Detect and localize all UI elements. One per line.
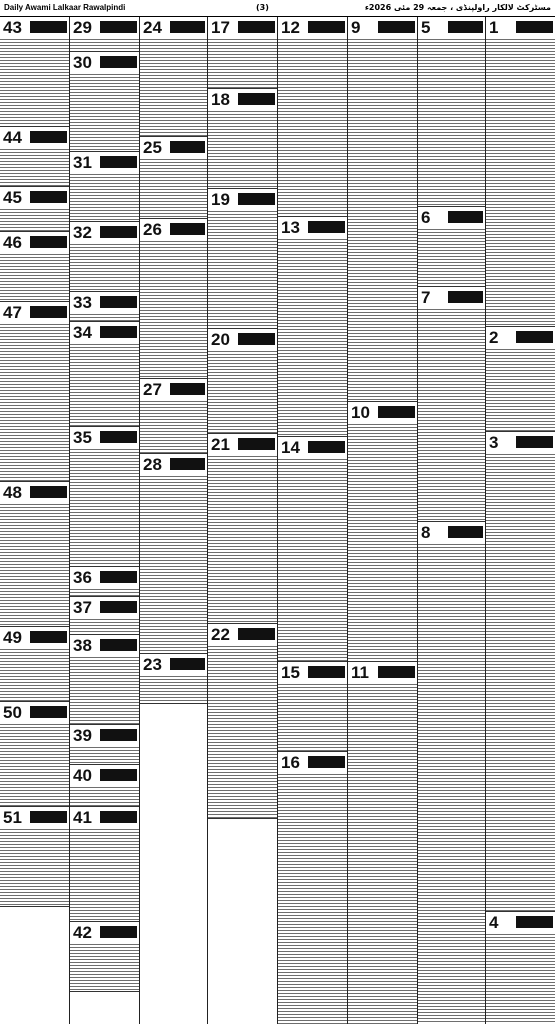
ad-header-bar bbox=[100, 326, 137, 338]
ad-text bbox=[140, 159, 207, 219]
ad-header bbox=[278, 752, 347, 774]
ad-text bbox=[418, 544, 485, 1024]
page-number: (3) bbox=[256, 3, 269, 12]
ad-number: 29 bbox=[73, 18, 92, 37]
ad-header-bar bbox=[100, 571, 137, 583]
ad-number: 14 bbox=[281, 438, 300, 457]
classified-ad bbox=[70, 292, 139, 322]
ad-header bbox=[0, 302, 69, 324]
ad-text bbox=[140, 676, 207, 704]
ad-text bbox=[418, 309, 485, 522]
ad-number: 42 bbox=[73, 923, 92, 942]
classified-ad bbox=[0, 232, 69, 302]
classified-ad bbox=[70, 322, 139, 427]
classified-ad bbox=[70, 427, 139, 567]
ad-header-bar bbox=[516, 21, 553, 33]
ad-number: 8 bbox=[421, 523, 431, 542]
ad-number: 33 bbox=[73, 293, 92, 312]
classified-ad bbox=[0, 807, 69, 907]
ad-text bbox=[208, 456, 277, 624]
ad-text bbox=[486, 349, 555, 432]
classified-ad bbox=[208, 624, 277, 819]
ad-number: 2 bbox=[489, 328, 499, 347]
ad-header bbox=[208, 189, 277, 211]
ad-number: 11 bbox=[351, 663, 369, 682]
ad-number: 1 bbox=[489, 18, 499, 37]
ad-header-bar bbox=[100, 639, 137, 651]
ad-header-bar bbox=[308, 756, 345, 768]
ad-header bbox=[70, 765, 139, 787]
ad-header-bar bbox=[170, 383, 205, 395]
ad-number: 23 bbox=[143, 655, 162, 674]
ad-header bbox=[0, 807, 69, 829]
classified-ad bbox=[0, 702, 69, 807]
ad-header-bar bbox=[30, 236, 67, 248]
ad-text bbox=[0, 39, 69, 127]
ad-header-bar bbox=[378, 21, 415, 33]
classified-ad bbox=[70, 597, 139, 635]
ad-header-bar bbox=[516, 436, 553, 448]
classified-ad bbox=[0, 17, 69, 127]
ad-header bbox=[70, 322, 139, 344]
ad-header bbox=[208, 89, 277, 111]
column-8 bbox=[486, 17, 555, 1024]
ad-number: 38 bbox=[73, 636, 92, 655]
ad-number: 17 bbox=[211, 18, 230, 37]
ad-text bbox=[278, 774, 347, 1024]
ad-header-bar bbox=[30, 486, 67, 498]
ad-number: 27 bbox=[143, 380, 162, 399]
date-line: مسٹرکٹ لالکار راولپنڈی ، جمعہ 29 مئی 2026ء bbox=[364, 3, 551, 12]
classified-ad bbox=[348, 402, 417, 662]
classified-ad bbox=[70, 725, 139, 765]
ad-text bbox=[0, 324, 69, 482]
ad-header-bar bbox=[30, 306, 67, 318]
ad-text bbox=[278, 239, 347, 437]
classified-ad bbox=[70, 52, 139, 152]
ad-header-bar bbox=[170, 458, 205, 470]
ad-header-bar bbox=[308, 441, 345, 453]
ad-header bbox=[70, 222, 139, 244]
ad-text bbox=[348, 424, 417, 662]
ad-text bbox=[0, 149, 69, 187]
ad-header-bar bbox=[448, 291, 483, 303]
ad-header bbox=[140, 379, 207, 401]
ad-header bbox=[348, 402, 417, 424]
classified-ad bbox=[70, 765, 139, 807]
ad-header bbox=[278, 662, 347, 684]
classified-ad bbox=[208, 189, 277, 329]
classified-ad bbox=[486, 17, 555, 327]
column-3 bbox=[140, 17, 208, 1024]
ad-header bbox=[0, 17, 69, 39]
classified-ad bbox=[0, 127, 69, 187]
classified-ad bbox=[486, 912, 555, 1024]
ad-text bbox=[486, 39, 555, 327]
ad-header bbox=[418, 522, 485, 544]
classified-page bbox=[0, 17, 555, 1024]
ad-header-bar bbox=[30, 131, 67, 143]
ad-header-bar bbox=[238, 193, 275, 205]
ad-text bbox=[208, 111, 277, 189]
masthead bbox=[0, 0, 555, 17]
ad-text bbox=[208, 351, 277, 434]
classified-ad bbox=[0, 187, 69, 232]
ad-number: 12 bbox=[281, 18, 300, 37]
ad-text bbox=[70, 449, 139, 567]
ad-header-bar bbox=[170, 21, 205, 33]
ad-header bbox=[0, 482, 69, 504]
ad-number: 20 bbox=[211, 330, 230, 349]
classified-ad bbox=[278, 217, 347, 437]
ad-header bbox=[0, 627, 69, 649]
classified-ad bbox=[418, 287, 485, 522]
ad-number: 46 bbox=[3, 233, 22, 252]
newspaper-name: Daily Awami Lalkaar Rawalpindi bbox=[4, 3, 126, 12]
ad-number: 35 bbox=[73, 428, 92, 447]
ad-text bbox=[140, 39, 207, 137]
ad-header-bar bbox=[238, 628, 275, 640]
ad-text bbox=[278, 684, 347, 752]
ad-header bbox=[348, 17, 417, 39]
ad-text bbox=[70, 944, 139, 992]
ad-text bbox=[70, 314, 139, 322]
ad-header-bar bbox=[238, 438, 275, 450]
ad-number: 30 bbox=[73, 53, 92, 72]
classified-ad bbox=[348, 17, 417, 402]
ad-number: 10 bbox=[351, 403, 370, 422]
ad-header-bar bbox=[100, 431, 137, 443]
ad-text bbox=[348, 684, 417, 1024]
ad-text bbox=[418, 229, 485, 287]
ad-header bbox=[278, 17, 347, 39]
ad-header bbox=[486, 17, 555, 39]
classified-ad bbox=[140, 654, 207, 704]
classified-ad bbox=[140, 454, 207, 654]
ad-number: 43 bbox=[3, 18, 22, 37]
column-1 bbox=[0, 17, 70, 1024]
classified-ad bbox=[278, 437, 347, 662]
ad-text bbox=[0, 829, 69, 907]
ad-number: 5 bbox=[421, 18, 431, 37]
classified-ad bbox=[0, 482, 69, 627]
ad-number: 13 bbox=[281, 218, 300, 237]
ad-number: 40 bbox=[73, 766, 92, 785]
classified-ad bbox=[486, 432, 555, 912]
ad-header bbox=[140, 454, 207, 476]
ad-header bbox=[0, 702, 69, 724]
ad-header-bar bbox=[448, 21, 483, 33]
ad-text bbox=[140, 476, 207, 654]
ad-text bbox=[0, 254, 69, 302]
ad-header bbox=[418, 287, 485, 309]
ad-number: 28 bbox=[143, 455, 162, 474]
ad-header-bar bbox=[100, 296, 137, 308]
ad-number: 16 bbox=[281, 753, 300, 772]
ad-number: 37 bbox=[73, 598, 92, 617]
ad-header-bar bbox=[308, 21, 345, 33]
ad-header-bar bbox=[30, 631, 67, 643]
ad-number: 24 bbox=[143, 18, 162, 37]
ad-header bbox=[70, 152, 139, 174]
ad-header bbox=[486, 432, 555, 454]
ad-text bbox=[486, 454, 555, 912]
ad-header-bar bbox=[308, 221, 345, 233]
ad-header bbox=[486, 327, 555, 349]
ad-header bbox=[140, 219, 207, 241]
ad-header-bar bbox=[170, 141, 205, 153]
ad-header bbox=[70, 427, 139, 449]
ad-header-bar bbox=[30, 706, 67, 718]
ad-header-bar bbox=[516, 916, 553, 928]
classified-ad bbox=[208, 17, 277, 89]
ad-header bbox=[208, 624, 277, 646]
ad-number: 50 bbox=[3, 703, 22, 722]
ad-number: 9 bbox=[351, 18, 361, 37]
ad-header bbox=[70, 635, 139, 657]
classified-ad bbox=[208, 434, 277, 624]
classified-ad bbox=[0, 627, 69, 702]
ad-header bbox=[0, 187, 69, 209]
ad-number: 15 bbox=[281, 663, 300, 682]
ad-header-bar bbox=[448, 211, 483, 223]
classified-ad bbox=[140, 17, 207, 137]
classified-ad bbox=[70, 152, 139, 222]
ad-number: 47 bbox=[3, 303, 22, 322]
classified-ad bbox=[418, 207, 485, 287]
ad-text bbox=[70, 174, 139, 222]
ad-text bbox=[278, 39, 347, 217]
ad-number: 31 bbox=[73, 153, 92, 172]
classified-ad bbox=[70, 807, 139, 922]
ad-text bbox=[70, 344, 139, 427]
classified-ad bbox=[418, 522, 485, 1024]
ad-header bbox=[486, 912, 555, 934]
ad-text bbox=[70, 39, 139, 52]
ad-text bbox=[140, 401, 207, 454]
classified-ad bbox=[70, 17, 139, 52]
ad-header bbox=[70, 567, 139, 589]
ad-number: 36 bbox=[73, 568, 92, 587]
ad-header bbox=[140, 137, 207, 159]
ad-number: 7 bbox=[421, 288, 431, 307]
classified-ad bbox=[0, 302, 69, 482]
ad-header-bar bbox=[378, 666, 415, 678]
ad-header-bar bbox=[30, 21, 67, 33]
column-2 bbox=[70, 17, 140, 1024]
ad-header-bar bbox=[100, 926, 137, 938]
ad-text bbox=[70, 829, 139, 922]
ad-number: 26 bbox=[143, 220, 162, 239]
ad-number: 32 bbox=[73, 223, 92, 242]
ad-header bbox=[278, 437, 347, 459]
ad-number: 48 bbox=[3, 483, 22, 502]
ad-text bbox=[208, 211, 277, 329]
ad-text bbox=[278, 459, 347, 662]
ad-text bbox=[70, 747, 139, 765]
ad-text bbox=[486, 934, 555, 1024]
ad-number: 49 bbox=[3, 628, 22, 647]
ad-header-bar bbox=[100, 769, 137, 781]
ad-text bbox=[418, 39, 485, 207]
classified-ad bbox=[140, 219, 207, 379]
ad-text bbox=[0, 504, 69, 627]
ad-text bbox=[208, 39, 277, 89]
ad-text bbox=[70, 787, 139, 807]
column-5 bbox=[278, 17, 348, 1024]
ad-header-bar bbox=[238, 333, 275, 345]
ad-header-bar bbox=[30, 811, 67, 823]
ad-header-bar bbox=[100, 156, 137, 168]
ad-header bbox=[348, 662, 417, 684]
ad-number: 51 bbox=[3, 808, 22, 827]
ad-header bbox=[278, 217, 347, 239]
classified-ad bbox=[140, 137, 207, 219]
ad-number: 18 bbox=[211, 90, 230, 109]
ad-text bbox=[208, 646, 277, 819]
ad-header-bar bbox=[170, 658, 205, 670]
classified-ad bbox=[208, 89, 277, 189]
ad-number: 41 bbox=[73, 808, 92, 827]
ad-header-bar bbox=[308, 666, 345, 678]
ad-number: 3 bbox=[489, 433, 499, 452]
ad-header bbox=[70, 17, 139, 39]
ad-number: 6 bbox=[421, 208, 431, 227]
ad-header-bar bbox=[516, 331, 553, 343]
ad-header-bar bbox=[100, 811, 137, 823]
column-7 bbox=[418, 17, 486, 1024]
ad-number: 34 bbox=[73, 323, 92, 342]
classified-ad bbox=[70, 635, 139, 725]
classified-ad bbox=[208, 329, 277, 434]
ad-text bbox=[140, 241, 207, 379]
column-6 bbox=[348, 17, 418, 1024]
ad-text bbox=[70, 74, 139, 152]
ad-number: 21 bbox=[211, 435, 230, 454]
ad-header bbox=[140, 17, 207, 39]
ad-header-bar bbox=[30, 191, 67, 203]
classified-ad bbox=[70, 222, 139, 292]
ad-header bbox=[70, 52, 139, 74]
ad-header-bar bbox=[100, 729, 137, 741]
ad-header-bar bbox=[238, 93, 275, 105]
classified-ad bbox=[418, 17, 485, 207]
ad-text bbox=[348, 39, 417, 402]
classified-ad bbox=[70, 922, 139, 992]
ad-text bbox=[0, 724, 69, 807]
ad-number: 19 bbox=[211, 190, 230, 209]
ad-header bbox=[418, 17, 485, 39]
ad-header bbox=[208, 17, 277, 39]
ad-header bbox=[0, 127, 69, 149]
ad-text bbox=[70, 657, 139, 725]
ad-number: 45 bbox=[3, 188, 22, 207]
ad-header bbox=[140, 654, 207, 676]
ad-header bbox=[70, 292, 139, 314]
ad-text bbox=[0, 209, 69, 232]
ad-number: 39 bbox=[73, 726, 92, 745]
ad-text bbox=[70, 619, 139, 635]
ad-text bbox=[70, 589, 139, 597]
ad-number: 22 bbox=[211, 625, 230, 644]
classified-ad bbox=[278, 752, 347, 1024]
classified-ad bbox=[278, 17, 347, 217]
ad-header bbox=[70, 807, 139, 829]
ad-header-bar bbox=[170, 223, 205, 235]
ad-header-bar bbox=[100, 226, 137, 238]
ad-text bbox=[0, 649, 69, 702]
classified-ad bbox=[486, 327, 555, 432]
ad-number: 25 bbox=[143, 138, 162, 157]
ad-header-bar bbox=[448, 526, 483, 538]
ad-header bbox=[0, 232, 69, 254]
ad-header-bar bbox=[100, 21, 137, 33]
column-4 bbox=[208, 17, 278, 1024]
ad-header bbox=[70, 725, 139, 747]
classified-ad bbox=[70, 567, 139, 597]
classified-ad bbox=[348, 662, 417, 1024]
ad-number: 44 bbox=[3, 128, 22, 147]
classified-ad bbox=[140, 379, 207, 454]
ad-header bbox=[70, 922, 139, 944]
ad-header bbox=[418, 207, 485, 229]
ad-header-bar bbox=[100, 56, 137, 68]
classified-ad bbox=[278, 662, 347, 752]
ad-number: 4 bbox=[489, 913, 499, 932]
ad-header-bar bbox=[378, 406, 415, 418]
ad-header bbox=[208, 329, 277, 351]
ad-header-bar bbox=[100, 601, 137, 613]
ad-header-bar bbox=[238, 21, 275, 33]
ad-text bbox=[70, 244, 139, 292]
ad-header bbox=[208, 434, 277, 456]
ad-header bbox=[70, 597, 139, 619]
